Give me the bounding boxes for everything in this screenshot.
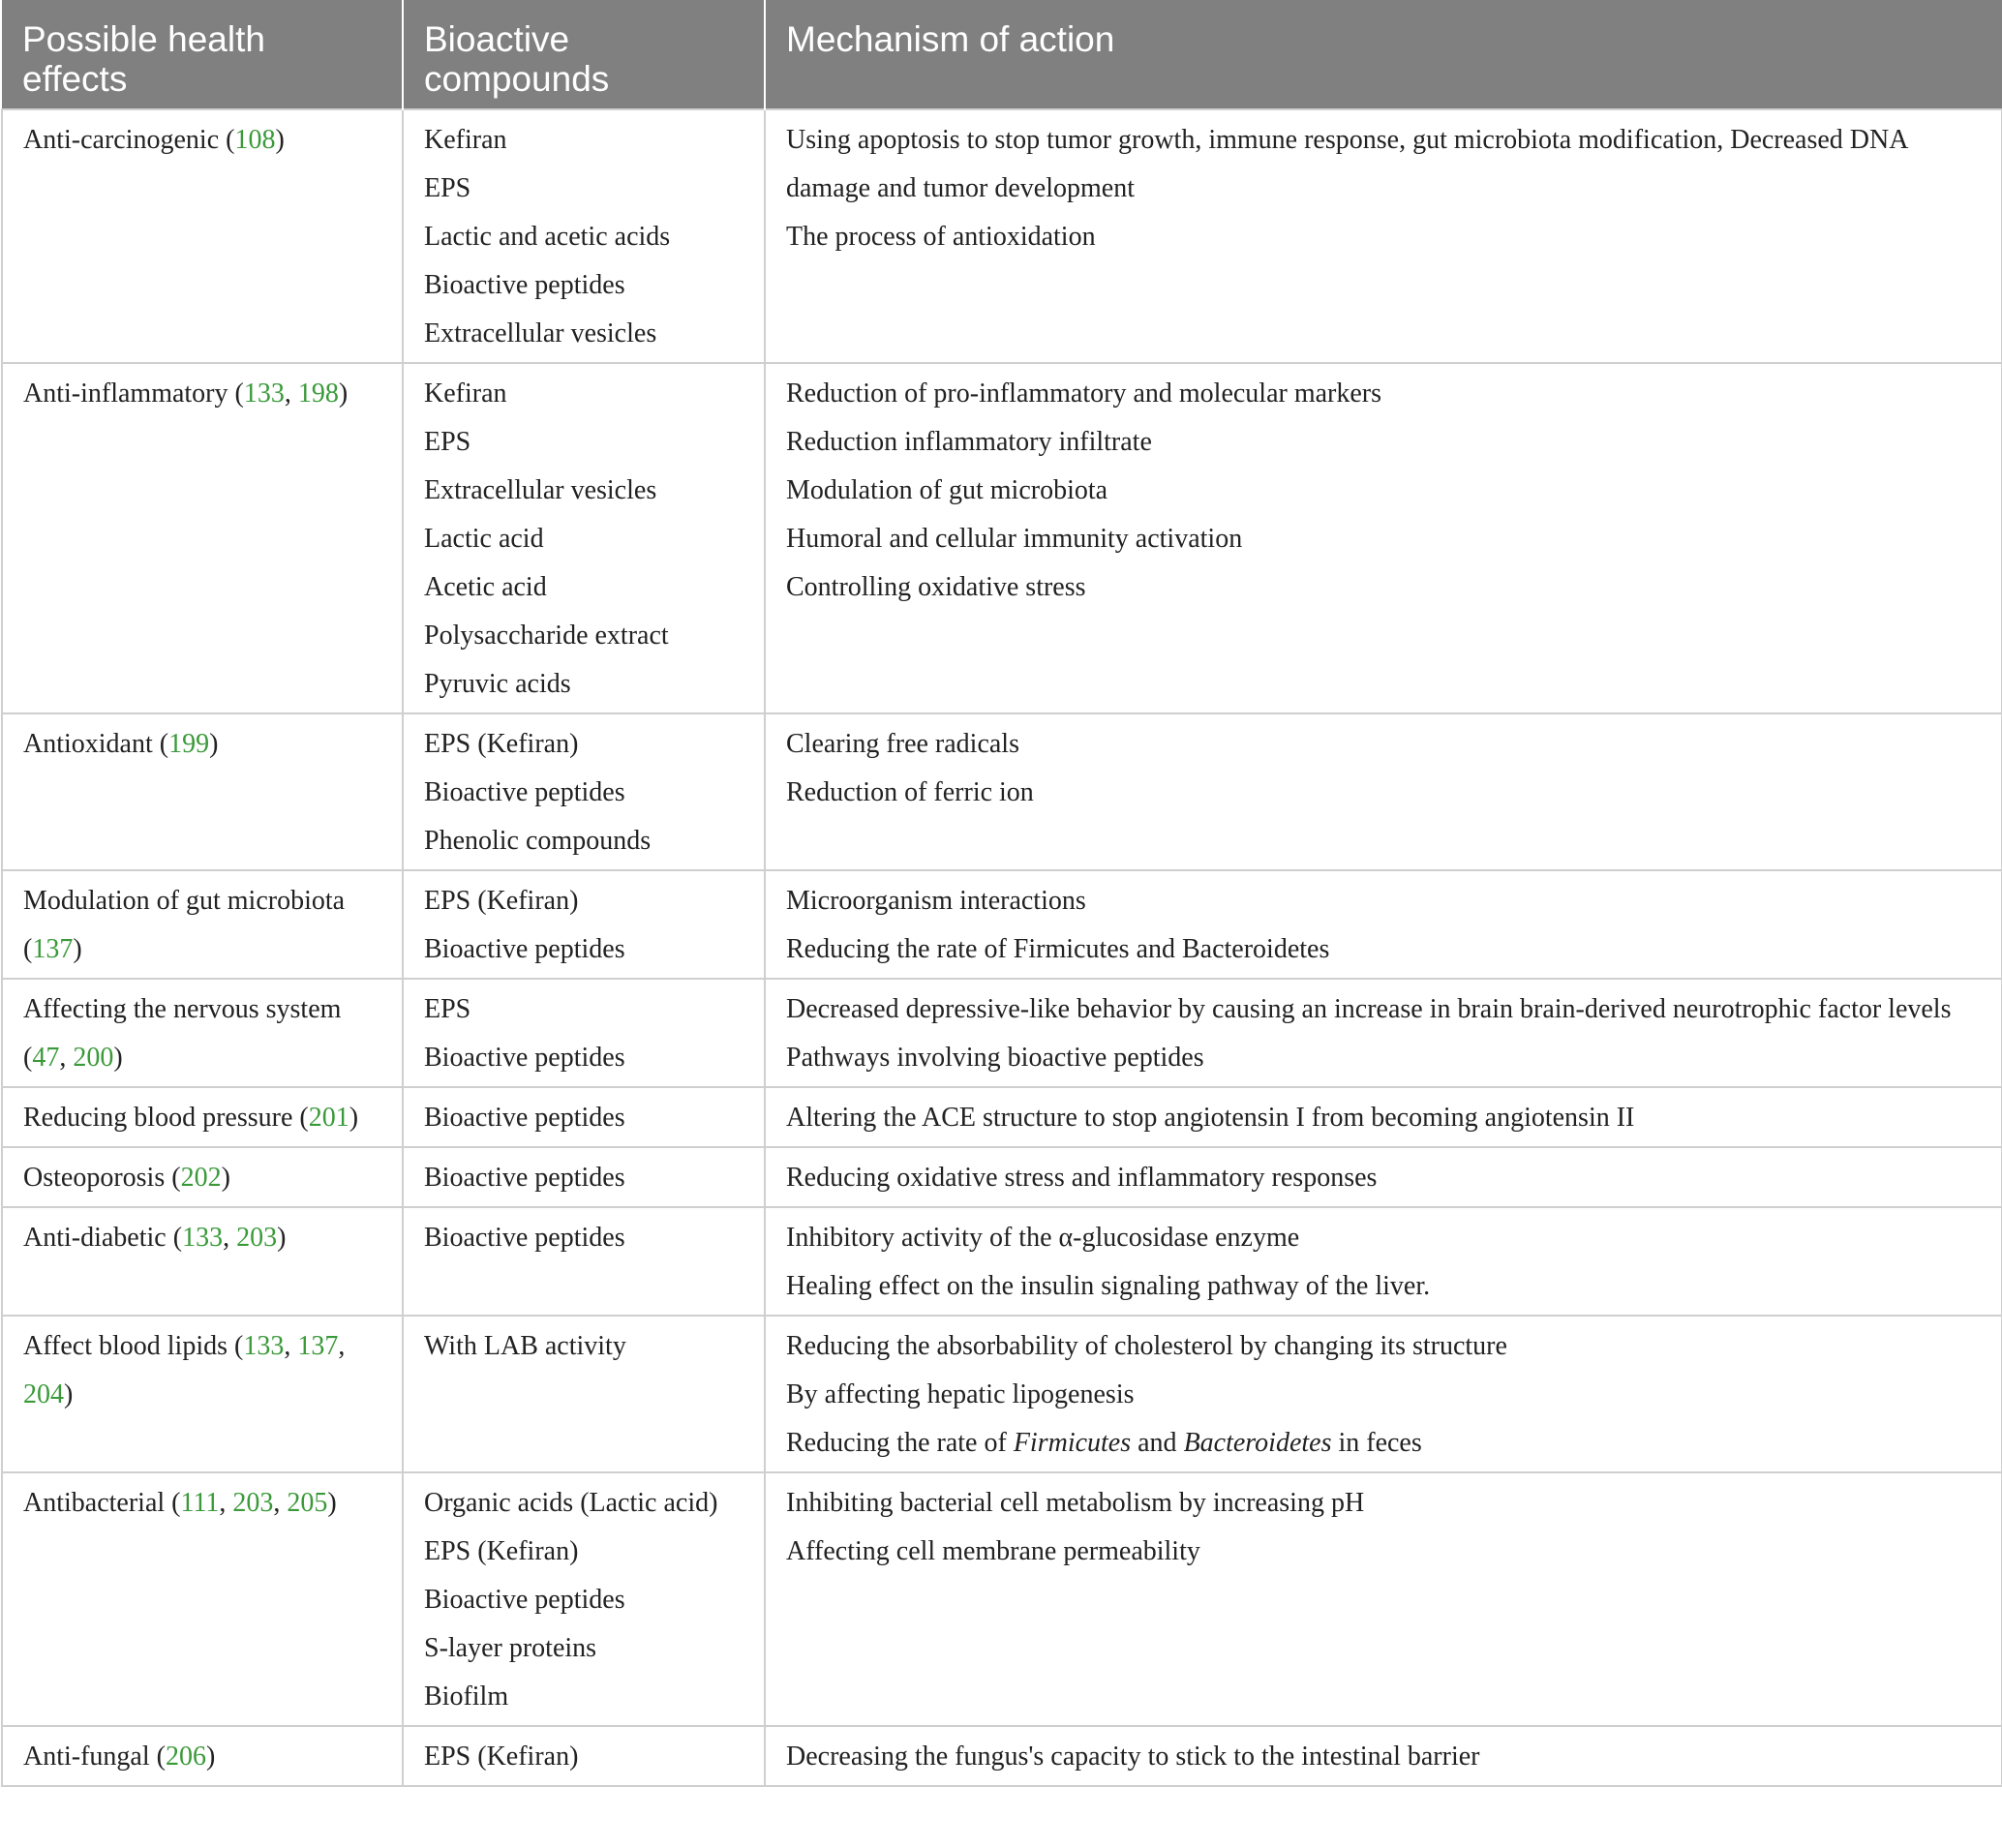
health-effect-cell: Modulation of gut microbiota (137) — [2, 870, 403, 979]
table-row — [2, 1147, 2002, 1207]
health-effect-cell: Antibacterial (111, 203, 205) — [2, 1472, 403, 1726]
compound-item: Extracellular vesicles — [424, 475, 657, 505]
table-row — [2, 363, 2002, 713]
compound-item: Bioactive peptides — [424, 1043, 625, 1073]
health-effect-label: Osteoporosis — [23, 1163, 166, 1193]
reference-link[interactable]: 108 — [234, 125, 276, 155]
bioactive-compounds-cell — [403, 109, 765, 363]
table-row — [2, 870, 2002, 979]
mechanism-item: Reducing the rate of Firmicutes and Bacteroidetes — [786, 934, 1330, 964]
health-effect-cell: Osteoporosis (202) — [2, 1147, 403, 1207]
table-row — [2, 109, 2002, 363]
bioactive-compounds-cell — [403, 363, 765, 713]
mechanism-cell — [765, 1726, 2002, 1786]
health-effect-cell: Affecting the nervous system (47, 200) — [2, 979, 403, 1087]
compound-item: EPS (Kefiran) — [424, 886, 579, 916]
taxon-name: Bacteroidetes — [1183, 1428, 1332, 1458]
header-text: effects — [22, 59, 128, 99]
header-text: Mechanism of action — [786, 19, 1115, 59]
compound-item: EPS (Kefiran) — [424, 1536, 579, 1566]
health-effect-cell: Antioxidant (199) — [2, 713, 403, 870]
reference-link[interactable]: 200 — [73, 1043, 114, 1073]
mechanism-item: Pathways involving bioactive peptides — [786, 1043, 1204, 1073]
bioactive-compounds-cell — [403, 1726, 765, 1786]
mechanism-item: Reduction inflammatory infiltrate — [786, 427, 1152, 457]
reference-link[interactable]: 137 — [32, 934, 74, 964]
compound-item: EPS — [424, 427, 471, 457]
compound-item: Bioactive peptides — [424, 1223, 625, 1253]
reference-link[interactable]: 206 — [165, 1742, 206, 1772]
compound-item: EPS — [424, 173, 471, 203]
health-effect-label: Antibacterial — [23, 1488, 166, 1518]
mechanism-cell — [765, 979, 2002, 1087]
compound-item: Kefiran — [424, 379, 507, 409]
header-possible-health-effects — [2, 0, 403, 109]
health-effect-cell: Anti-inflammatory (133, 198) — [2, 363, 403, 713]
health-effect-label: Modulation of gut microbiota — [23, 886, 346, 916]
bioactive-compounds-cell — [403, 1147, 765, 1207]
mechanism-item: Reducing oxidative stress and inflammatory responses — [786, 1163, 1378, 1193]
bioactive-compounds-cell — [403, 1472, 765, 1726]
mechanism-item: Reducing the rate of Firmicutes and Bacteroidetes in feces — [786, 1428, 1422, 1458]
reference-link[interactable]: 198 — [297, 379, 339, 409]
health-effects-table — [1, 0, 2002, 1787]
mechanism-item: Reducing the absorbability of cholesterol by changing its structure — [786, 1331, 1507, 1361]
mechanism-cell — [765, 1316, 2002, 1472]
header-text: Bioactive — [424, 19, 570, 59]
reference-link[interactable]: 203 — [232, 1488, 274, 1518]
reference-link[interactable]: 47 — [32, 1043, 60, 1073]
mechanism-cell — [765, 1147, 2002, 1207]
table-row — [2, 1087, 2002, 1147]
mechanism-cell — [765, 1087, 2002, 1147]
compound-item: Pyruvic acids — [424, 669, 571, 699]
bioactive-compounds-cell — [403, 870, 765, 979]
mechanism-item: Decreasing the fungus's capacity to stick to the intestinal barrier — [786, 1742, 1480, 1772]
reference-link[interactable]: 201 — [308, 1103, 349, 1133]
table-body — [2, 109, 2002, 1786]
header-text: compounds — [424, 59, 610, 99]
health-effect-label: Anti-inflammatory — [23, 379, 228, 409]
mechanism-item: Decreased depressive-like behavior by causing an increase in brain brain-derived neurotrophic factor levels — [786, 994, 1952, 1024]
mechanism-item: Affecting cell membrane permeability — [786, 1536, 1200, 1566]
compound-item: Bioactive peptides — [424, 934, 625, 964]
mechanism-cell — [765, 1207, 2002, 1316]
compound-item: EPS (Kefiran) — [424, 729, 579, 759]
reference-link[interactable]: 204 — [23, 1379, 64, 1409]
health-effect-cell: Anti-diabetic (133, 203) — [2, 1207, 403, 1316]
mechanism-item: Reduction of pro-inflammatory and molecular markers — [786, 379, 1382, 409]
health-effect-cell: Anti-fungal (206) — [2, 1726, 403, 1786]
reference-link[interactable]: 133 — [182, 1223, 224, 1253]
compound-item: Kefiran — [424, 125, 507, 155]
bioactive-compounds-cell — [403, 1316, 765, 1472]
reference-link[interactable]: 199 — [168, 729, 210, 759]
reference-link[interactable]: 137 — [297, 1331, 339, 1361]
compound-item: Biofilm — [424, 1681, 509, 1712]
mechanism-item: Altering the ACE structure to stop angiotensin I from becoming angiotensin II — [786, 1103, 1635, 1133]
compound-item: Bioactive peptides — [424, 777, 625, 807]
mechanism-item: Inhibitory activity of the α-glucosidase enzyme — [786, 1223, 1300, 1253]
mechanism-item: Inhibiting bacterial cell metabolism by increasing pH — [786, 1488, 1365, 1518]
mechanism-cell — [765, 109, 2002, 363]
compound-item: Bioactive peptides — [424, 270, 625, 300]
health-effect-label: Affect blood lipids — [23, 1331, 228, 1361]
mechanism-item: Humoral and cellular immunity activation — [786, 524, 1243, 554]
reference-link[interactable]: 111 — [180, 1488, 220, 1518]
mechanism-item: Reduction of ferric ion — [786, 777, 1034, 807]
mechanism-cell — [765, 713, 2002, 870]
compound-item: Phenolic compounds — [424, 826, 652, 856]
health-effect-label: Antioxidant — [23, 729, 153, 759]
compound-item: Extracellular vesicles — [424, 318, 657, 348]
compound-item: Bioactive peptides — [424, 1585, 625, 1615]
reference-link[interactable]: 203 — [236, 1223, 278, 1253]
health-effect-cell: Reducing blood pressure (201) — [2, 1087, 403, 1147]
bioactive-compounds-cell — [403, 1207, 765, 1316]
compound-item: Acetic acid — [424, 572, 547, 602]
table-header — [2, 0, 2002, 109]
compound-item: Lactic acid — [424, 524, 544, 554]
table-row — [2, 1472, 2002, 1726]
mechanism-item: By affecting hepatic lipogenesis — [786, 1379, 1135, 1409]
reference-link[interactable]: 202 — [180, 1163, 222, 1193]
table-row — [2, 1207, 2002, 1316]
compound-item: Bioactive peptides — [424, 1103, 625, 1133]
compound-item: Bioactive peptides — [424, 1163, 625, 1193]
mechanism-item: Clearing free radicals — [786, 729, 1019, 759]
compound-item: Organic acids (Lactic acid) — [424, 1488, 718, 1518]
mechanism-cell — [765, 1472, 2002, 1726]
mechanism-cell — [765, 363, 2002, 713]
compound-item: Lactic and acetic acids — [424, 222, 671, 252]
compound-item: S-layer proteins — [424, 1633, 597, 1663]
mechanism-item: Healing effect on the insulin signaling pathway of the liver. — [786, 1271, 1431, 1301]
compound-item: With LAB activity — [424, 1331, 626, 1361]
compound-item: EPS — [424, 994, 471, 1024]
reference-link[interactable]: 133 — [243, 379, 285, 409]
table-row — [2, 713, 2002, 870]
health-effect-label: Reducing blood pressure — [23, 1103, 293, 1133]
health-effect-label: Anti-diabetic — [23, 1223, 167, 1253]
bioactive-compounds-cell — [403, 713, 765, 870]
mechanism-cell — [765, 870, 2002, 979]
mechanism-item: Modulation of gut microbiota — [786, 475, 1108, 505]
reference-link[interactable]: 205 — [287, 1488, 328, 1518]
health-effect-cell: Anti-carcinogenic (108) — [2, 109, 403, 363]
table-row — [2, 1316, 2002, 1472]
health-effect-label: Anti-carcinogenic — [23, 125, 220, 155]
table-row — [2, 1726, 2002, 1786]
bioactive-compounds-cell — [403, 979, 765, 1087]
taxon-name: Firmicutes — [1013, 1428, 1132, 1458]
header-mechanism-of-action — [765, 0, 2002, 109]
compound-item: Polysaccharide extract — [424, 621, 669, 651]
mechanism-item: The process of antioxidation — [786, 222, 1096, 252]
header-row — [2, 0, 2002, 109]
mechanism-item: Microorganism interactions — [786, 886, 1086, 916]
mechanism-item: Using apoptosis to stop tumor growth, immune response, gut microbiota modification, Decreased DNA damage and tumor development — [786, 125, 1907, 203]
table-row — [2, 979, 2002, 1087]
health-effect-label: Anti-fungal — [23, 1742, 150, 1772]
reference-link[interactable]: 133 — [243, 1331, 285, 1361]
compound-item: EPS (Kefiran) — [424, 1742, 579, 1772]
bioactive-compounds-cell — [403, 1087, 765, 1147]
health-effect-cell: Affect blood lipids (133, 137, 204) — [2, 1316, 403, 1472]
health-effect-label: Affecting the nervous system — [23, 994, 342, 1024]
mechanism-item: Controlling oxidative stress — [786, 572, 1086, 602]
header-bioactive-compounds — [403, 0, 765, 109]
header-text: Possible health — [22, 19, 265, 59]
